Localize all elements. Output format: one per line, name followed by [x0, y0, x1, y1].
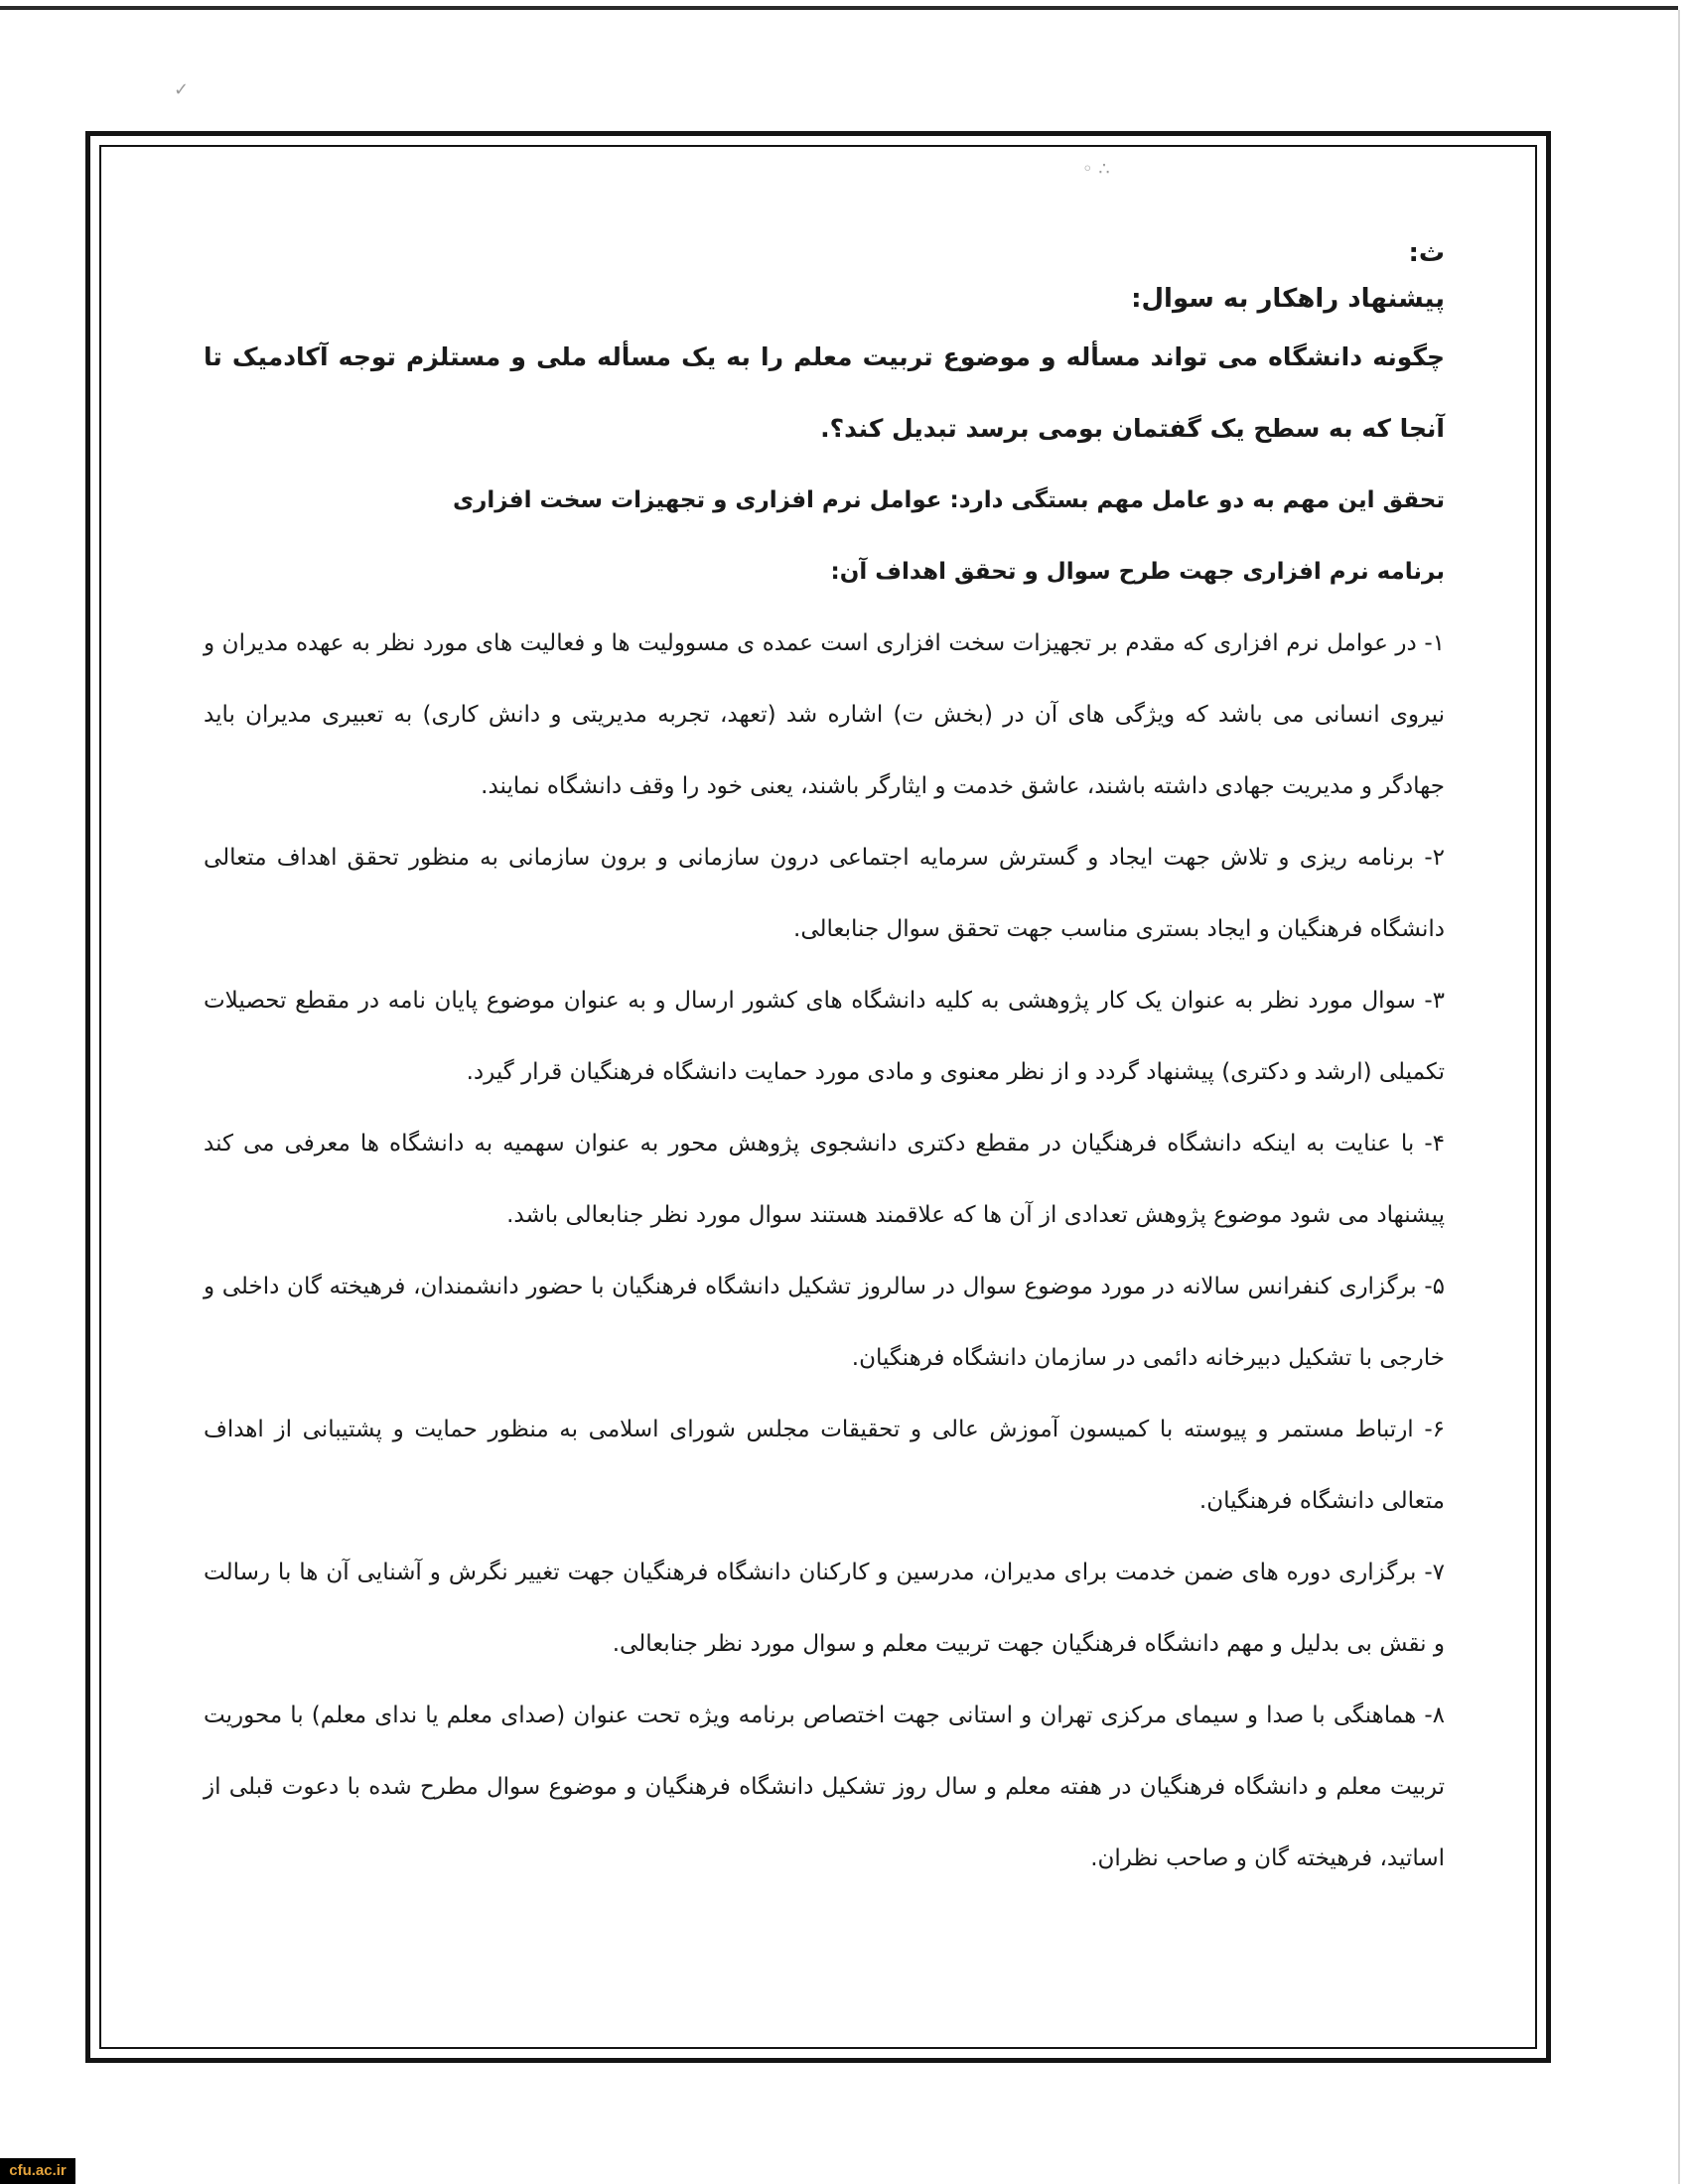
list-item: ۲- برنامه ریزی و تلاش جهت ایجاد و گسترش سرمایه اجتماعی درون سازمانی و برون سازمانی به منظور تحقق اهداف متعالی دانشگاه فرهنگیان و ایجاد بستری مناسب جهت تحقق سوال جنابعالی.: [204, 845, 1445, 942]
scan-smudge-mark: ✓: [174, 79, 190, 100]
question-text: چگونه دانشگاه می تواند مسأله و موضوع تربیت معلم را به یک مسأله ملی و مستلزم توجه آکادمیک تا آنجا که به سطح یک گفتمان بومی برسد تبدیل کند؟.: [204, 342, 1445, 443]
list-item: ۸- هماهنگی با صدا و سیمای مرکزی تهران و استانی جهت اختصاص برنامه ویژه تحت عنوان (صدای معلم یا ندای معلم) با محوریت تربیت معلم و دانشگاه فرهنگیان در هفته معلم و سال روز تشکیل دانشگاه فرهنگیان و موضوع سوال مطرح شده با دعوت قبلی از اساتید، فرهیخته گان و صاحب نظران.: [204, 1703, 1445, 1871]
list-item: ۶- ارتباط مستمر و پیوسته با کمیسون آموزش عالی و تحقیقات مجلس شورای اسلامی به منظور حمایت و پشتیبانی از اهداف متعالی دانشگاه فرهنگیان.: [204, 1417, 1445, 1514]
site-watermark-logo: cfu.ac.ir: [0, 2158, 75, 2184]
intro-line: تحقق این مهم به دو عامل مهم بستگی دارد: عوامل نرم افزاری و تجهیزات سخت افزاری: [453, 487, 1445, 513]
scan-top-edge: [0, 6, 1678, 10]
list-item: ۱- در عوامل نرم افزاری که مقدم بر تجهیزات سخت افزاری است عمده ی مسوولیت ها و فعالیت های مورد نظر به عهده مدیران و نیروی انسانی می باشد که ویژگی های آن در (بخش ت) اشاره شد (تعهد، تجربه مدیریتی و دانش کاری) به تعبیری مدیران باید جهادگر و مدیریت جهادی داشته باشند، عاشق خدمت و ایثارگر باشند، یعنی خود را وقف دانشگاه نمایند.: [204, 630, 1445, 799]
section-letter: ث:: [1408, 238, 1445, 268]
scan-smudge-mark: ∴ ◦: [1082, 159, 1110, 180]
question-heading: پیشنهاد راهکار به سوال:: [1131, 284, 1445, 314]
list-item: ۳- سوال مورد نظر به عنوان یک کار پژوهشی به کلیه دانشگاه های کشور ارسال و به عنوان موضوع پایان نامه در مقطع تحصیلات تکمیلی (ارشد و دکتری) پیشنهاد گردد و از نظر معنوی و مادی مورد حمایت دانشگاه فرهنگیان قرار گیرد.: [204, 988, 1445, 1085]
document-body: [204, 230, 1445, 1894]
list-item: ۴- با عنایت به اینکه دانشگاه فرهنگیان در مقطع دکتری دانشجوی پژوهش محور به عنوان سهمیه به دانشگاه ها معرفی می کند پیشنهاد می شود موضوع پژوهش تعدادی از آن ها که علاقمند هستند سوال مورد نظر جنابعالی باشد.: [204, 1131, 1445, 1228]
list-item: ۵- برگزاری کنفرانس سالانه در مورد موضوع سوال در سالروز تشکیل دانشگاه فرهنگیان با حضور دانشمندان، فرهیخته گان داخلی و خارجی با تشکیل دبیرخانه دائمی در سازمان دانشگاه فرهنگیان.: [204, 1274, 1445, 1371]
scan-right-edge: [1678, 10, 1680, 2184]
intro-line: برنامه نرم افزاری جهت طرح سوال و تحقق اهداف آن:: [830, 559, 1445, 585]
list-item: ۷- برگزاری دوره های ضمن خدمت برای مدیران، مدرسین و کارکنان دانشگاه فرهنگیان جهت تغییر نگرش و آشنایی آن ها با رسالت و نقش بی بدلیل و مهم دانشگاه فرهنگیان جهت تربیت معلم و سوال مورد نظر جنابعالی.: [204, 1560, 1445, 1657]
